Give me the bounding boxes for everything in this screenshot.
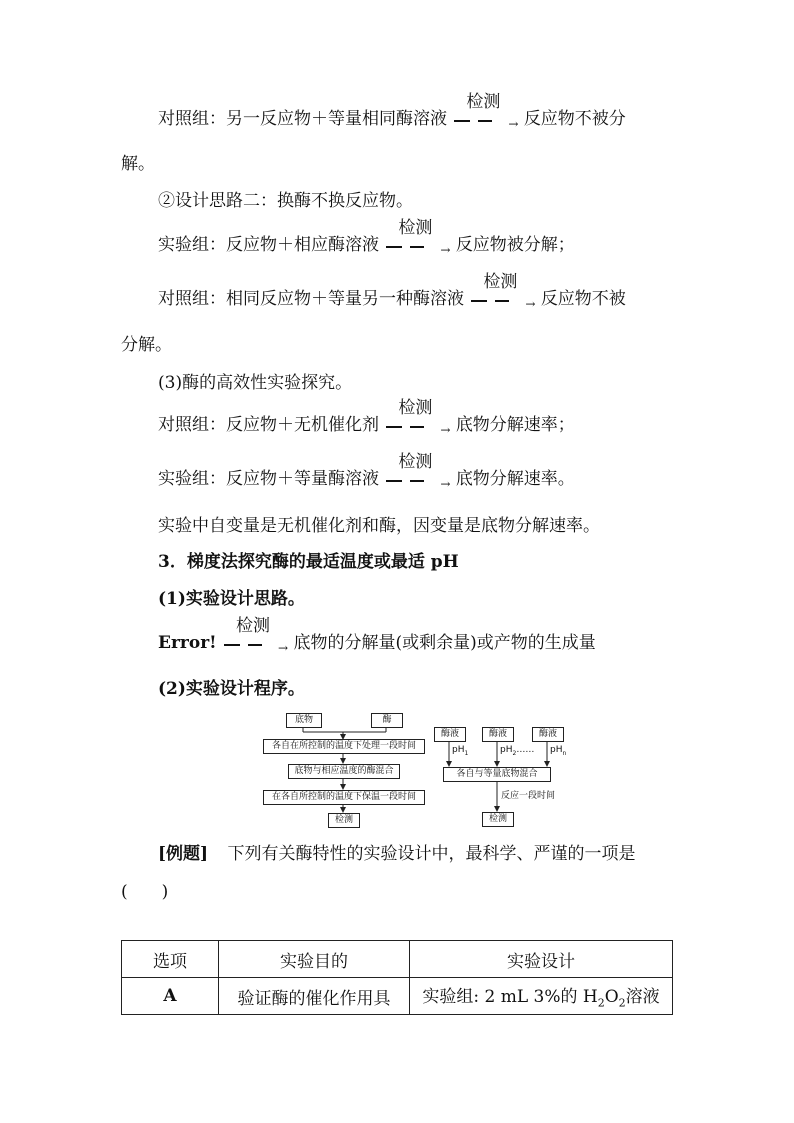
- arrow-label: 检测: [236, 616, 271, 636]
- arrow-head-icon: →: [508, 117, 519, 131]
- arrow-head-icon: →: [278, 641, 289, 655]
- text-segment: 反应物不被: [540, 289, 626, 309]
- text-segment: (1)实验设计思路。: [158, 589, 305, 609]
- table-cell-design: 实验组: 2 mL 3%的 $H_2O_2$溶液: [410, 978, 673, 1015]
- text-segment: ( ): [121, 882, 169, 902]
- substrate-box: 底物: [286, 713, 322, 728]
- text-segment: 实验中自变量是无机催化剂和酶，因变量是底物分解速率。: [158, 516, 600, 536]
- text-segment: 解。: [121, 154, 155, 174]
- table-cell-option: A: [122, 978, 219, 1015]
- arrow-label: 检测: [398, 398, 433, 418]
- arrow-head-icon: →: [440, 243, 451, 257]
- text-segment: 底物分解速率；: [455, 415, 575, 435]
- step-box: 各自在所控制的温度下处理一段时间: [263, 739, 425, 754]
- detect-box: 检测: [482, 812, 514, 827]
- text-segment: ②设计思路二：换酶不换反应物。: [158, 191, 413, 211]
- text-segment: 对照组：另一反应物＋等量相同酶溶液: [158, 109, 447, 129]
- arrow-head-icon: →: [525, 297, 536, 311]
- mix-box: 各自与等量底物混合: [443, 767, 551, 782]
- enzyme-solution-box: 酶液: [482, 727, 514, 742]
- arrow-head-icon: →: [440, 477, 451, 491]
- text-segment: 分解。: [121, 335, 172, 355]
- example-line: [158, 843, 636, 865]
- example-tag: [例题]: [158, 844, 209, 864]
- text-segment: 下列有关酶特性的实验设计中，最科学、严谨的一项是: [227, 844, 636, 864]
- arrow-label: 检测: [466, 92, 501, 112]
- text-segment: 反应物不被分: [523, 109, 626, 129]
- ph-label: $pH_n$: [550, 745, 567, 757]
- options-table: [121, 940, 673, 1015]
- text-segment: 反应物被分解；: [455, 235, 575, 255]
- table-header: 实验目的: [219, 941, 410, 978]
- text-segment: (2)实验设计程序。: [158, 679, 305, 699]
- text-segment: 3．梯度法探究酶的最适温度或最适 pH: [158, 552, 459, 572]
- table-header: 选项: [122, 941, 219, 978]
- answer-blank: [121, 881, 168, 903]
- arrow-label: 检测: [398, 218, 433, 238]
- table-row: [122, 978, 673, 1015]
- enzyme-solution-box: 酶液: [434, 727, 466, 742]
- text-segment: 对照组：相同反应物＋等量另一种酶溶液: [158, 289, 464, 309]
- table-header-row: [122, 941, 673, 978]
- arrow-label: 检测: [483, 272, 518, 292]
- enzyme-solution-box: 酶液: [532, 727, 564, 742]
- step-box: 底物与相应温度的酶混合: [288, 764, 400, 779]
- detect-box: 检测: [328, 813, 360, 828]
- arrow-head-icon: →: [440, 423, 451, 437]
- error-text: Error!: [158, 633, 217, 653]
- ph-label: $pH_1$: [452, 745, 469, 757]
- text-segment: 底物的分解量(或剩余量)或产物的生成量: [293, 633, 596, 653]
- text-segment: 实验组：反应物＋相应酶溶液: [158, 235, 379, 255]
- table-cell-purpose: 验证酶的催化作用具: [219, 978, 410, 1015]
- text-segment: (3)酶的高效性实验探究。: [158, 373, 353, 393]
- arrow-label: 检测: [398, 452, 433, 472]
- react-label: 反应一段时间: [501, 791, 556, 801]
- text-segment: 实验组：反应物＋等量酶溶液: [158, 469, 379, 489]
- text-segment: 对照组：反应物＋无机催化剂: [158, 415, 379, 435]
- table-header: 实验设计: [410, 941, 673, 978]
- step-box: 在各自所控制的温度下保温一段时间: [263, 790, 425, 805]
- enzyme-box: 酶: [371, 713, 403, 728]
- text-segment: 底物分解速率。: [455, 469, 575, 489]
- ph-label: $pH_2\dots\dots$: [500, 745, 535, 757]
